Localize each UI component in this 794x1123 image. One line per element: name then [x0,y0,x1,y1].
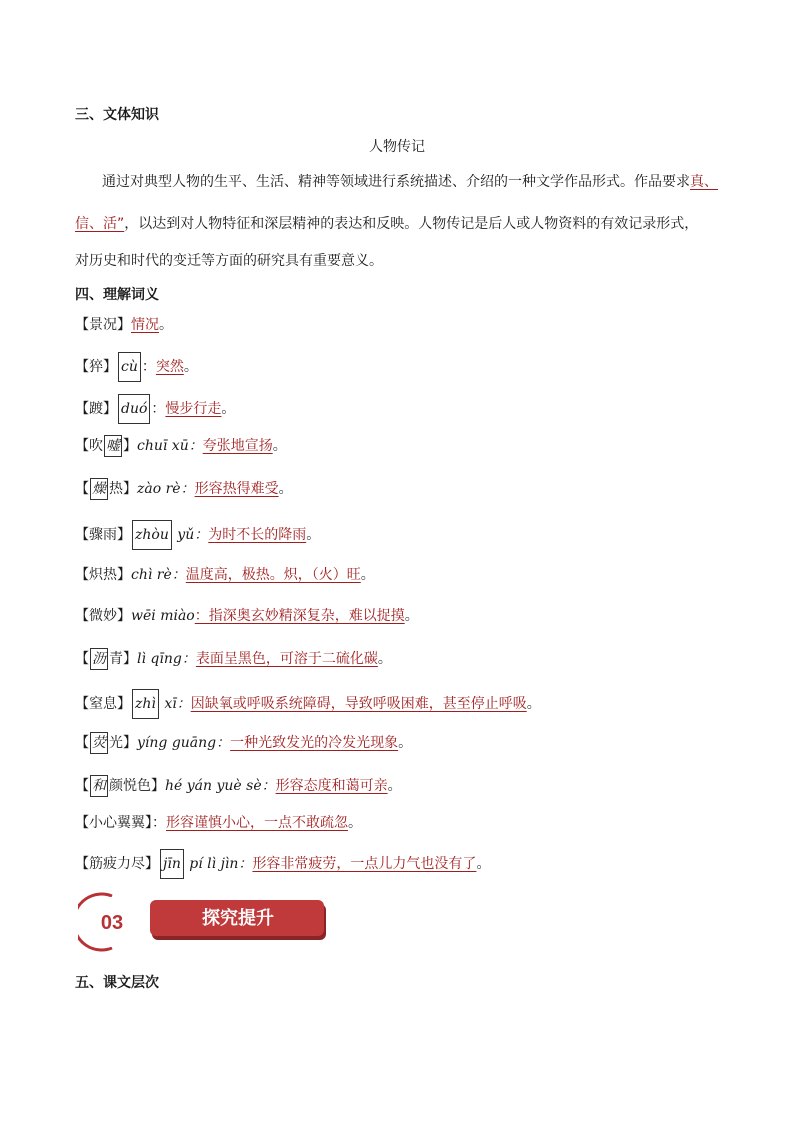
vocabulary-definition: 一种光致发光的冷发光现象 [230,735,399,751]
pinyin-text: zào rè： [137,481,195,497]
vocabulary-punctuation: 。 [387,778,402,794]
vocabulary-term: 【吹 [75,438,103,454]
vocabulary-definition: 因缺氧或呼吸系统障碍，导致呼吸困难，甚至停止呼吸 [190,696,527,712]
vocabulary-term: 热】 [109,481,137,497]
vocabulary-term: ： [141,359,156,375]
section-3-heading: 三、文体知识 [75,107,159,123]
vocabulary-definition: 形容态度和蔼可亲 [275,778,388,794]
vocabulary-punctuation: 。 [404,608,419,624]
vocabulary-item [75,849,490,879]
vocabulary-punctuation: 。 [348,815,362,831]
vocabulary-term: 【踱】 [75,401,117,417]
vocabulary-definition: 情况 [131,317,159,333]
vocabulary-term: 【骤雨】 [75,527,131,543]
vocabulary-term: 【小心翼翼】： [75,815,166,831]
vocabulary-term: 【 [75,651,89,667]
vocabulary-punctuation: 。 [360,567,375,583]
pinyin-text: lì qīng： [137,651,196,667]
vocabulary-term: 【景况】 [75,317,131,333]
vocabulary-definition: 突然 [155,359,184,375]
pinyin-box: zhòu [132,520,172,550]
vocabulary-item [75,435,287,457]
pinyin-text: xī： [159,696,191,712]
vocabulary-item [75,520,320,550]
pinyin-box: cù [118,352,141,382]
vocabulary-item [75,352,198,382]
section-3-paragraph-line-2 [75,214,731,234]
section-3-paragraph-line-3: 对历史和时代的变迁等方面的研究具有重要意义。 [75,253,383,269]
section-3-title: 人物传记 [369,139,425,155]
paragraph-highlight: 信、活” [75,216,125,232]
section-3-paragraph-line-1 [102,172,732,192]
vocabulary-punctuation: 。 [183,359,198,375]
banner-number: 03 [100,912,124,934]
vocabulary-punctuation: 。 [526,696,541,712]
vocabulary-item [75,648,392,670]
vocabulary-definition: 表面呈黑色，可溶于二硫化碳 [195,651,378,667]
pinyin-text: pí lì jìn： [184,856,253,872]
pinyin-text: yǔ： [172,527,209,543]
vocabulary-definition: 温度高，极热。炽，（火）旺 [185,567,361,583]
section-5-heading: 五、课文层次 [75,975,159,991]
vocabulary-term: 光】 [109,735,137,751]
vocabulary-definition: 形容非常疲劳，一点儿力气也没有了 [252,856,477,872]
pinyin-box: 沥 [90,648,108,670]
vocabulary-term: 【炽热】 [75,567,131,583]
pinyin-text: hé yán yuè sè： [165,778,276,794]
vocabulary-term: ： [151,401,166,417]
pinyin-box: 荧 [90,732,108,754]
pinyin-box: 燥 [90,478,108,500]
vocabulary-term: 【筋疲力尽】 [75,856,159,872]
vocabulary-term: 【微妙】 [75,608,131,624]
vocabulary-definition: 慢步行走 [165,401,222,417]
vocabulary-punctuation: 。 [306,527,321,543]
pinyin-box: zhì [132,689,159,719]
vocabulary-term: 】 [123,438,137,454]
section-4-heading: 四、理解词义 [75,287,159,303]
vocabulary-definition: 形容谨慎小心，一点不敢疏忽 [166,815,348,831]
vocabulary-item [75,394,235,424]
banner-label: 探究提升 [202,908,274,929]
vocabulary-punctuation: 。 [278,481,293,497]
vocabulary-item [75,689,541,719]
vocabulary-term: 【 [75,778,89,794]
pinyin-text: yíng guāng： [137,735,231,751]
pinyin-box: duó [118,394,150,424]
vocabulary-item [75,478,293,500]
vocabulary-punctuation: 。 [221,401,236,417]
vocabulary-item [75,605,419,627]
vocabulary-punctuation: 。 [476,856,491,872]
vocabulary-definition: ：指深奥玄妙精深复杂，难以捉摸 [194,608,405,624]
pinyin-text: chuī xū： [137,438,203,454]
section-banner [78,892,328,952]
pinyin-box: 嘘 [104,435,122,457]
vocabulary-definition: 形容热得难受 [194,481,279,497]
pinyin-box: jīn [160,849,184,879]
vocabulary-item [75,775,402,797]
vocabulary-item [75,812,362,834]
vocabulary-punctuation: 。 [159,317,173,333]
paragraph-highlight: 真、 [690,174,718,190]
paragraph-text: ，以达到对人物特征和深层精神的表达和反映。人物传记是后人或人物资料的有效记录形式， [124,216,699,232]
vocabulary-punctuation: 。 [377,651,392,667]
vocabulary-item [75,732,412,754]
paragraph-text: 通过对典型人物的生平、生活、精神等领域进行系统描述、介绍的一种文学作品形式。作品要求 [102,174,690,190]
vocabulary-term: 【 [75,481,89,497]
vocabulary-item [75,314,173,336]
vocabulary-punctuation: 。 [398,735,413,751]
vocabulary-term: 【 [75,735,89,751]
vocabulary-punctuation: 。 [272,438,287,454]
vocabulary-term: 【窒息】 [75,696,131,712]
vocabulary-term: 颜悦色】 [109,778,165,794]
pinyin-text: wēi miào [131,608,195,624]
vocabulary-definition: 夸张地宣扬 [202,438,273,454]
vocabulary-term: 青】 [109,651,137,667]
vocabulary-definition: 为时不长的降雨 [208,527,307,543]
pinyin-box: 和 [90,775,108,797]
vocabulary-item [75,564,375,586]
vocabulary-term: 【猝】 [75,359,117,375]
pinyin-text: chì rè： [131,567,186,583]
